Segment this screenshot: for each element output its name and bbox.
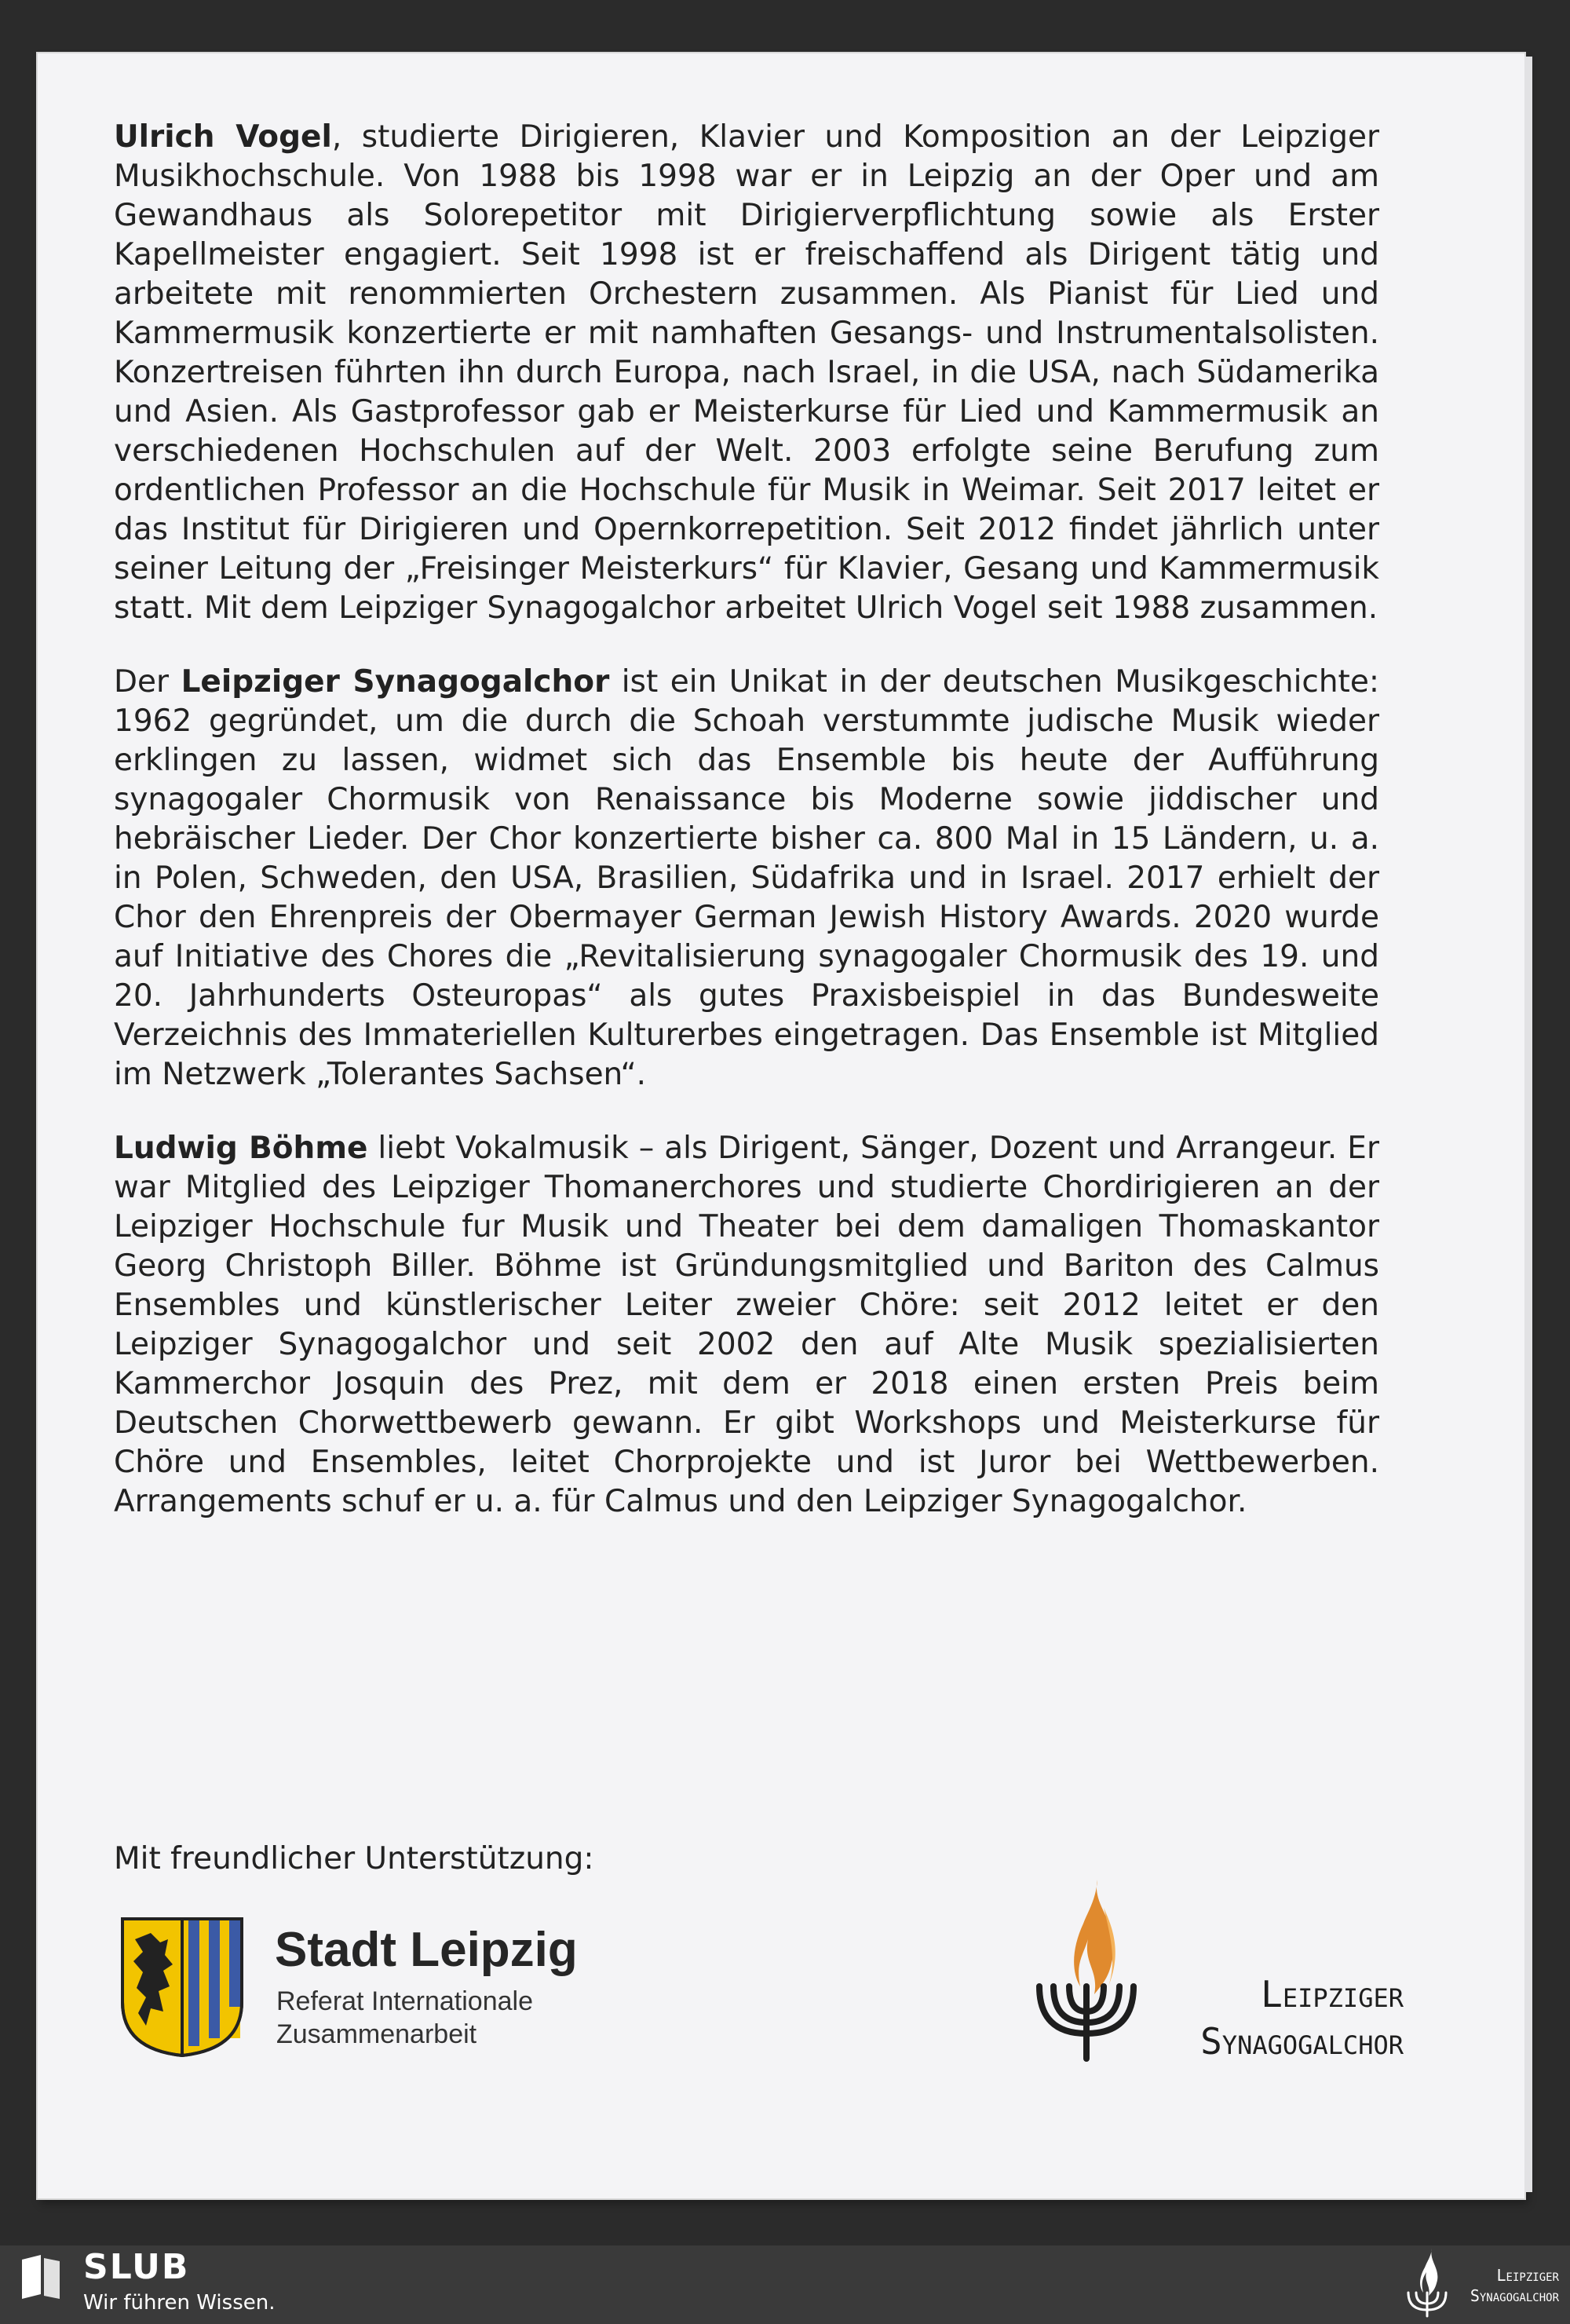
- bio-prefix: Der: [114, 664, 181, 700]
- slub-brand[interactable]: SLUB: [83, 2247, 190, 2287]
- stadt-leipzig-name: Stadt Leipzig: [275, 1923, 578, 1977]
- footer-wordmark-line-1: Leipziger: [1496, 2266, 1559, 2285]
- bio-name: Ulrich Vogel: [114, 119, 332, 155]
- bio-synagogalchor: [114, 663, 1379, 1094]
- bio-text: , studierte Dirigieren, Klavier und Komposition an der Leipziger Musikhochschule. Von 1988 bis 1998 war er in Leipzig an der Oper und am Gewandhaus als Solorepetitor mit Dirigierverpflichtung sowie als Erster Kapellmeister engagiert. Seit 1998 ist er freischaffend als Dirigent tätig und arbeitete mit renommierten Orchestern zusammen. Als Pianist für Lied und Kammermusik konzertierte er mit namhaften Gesangs- und Instrumentalsolisten. Konzertreisen führten ihn durch Europa, nach Israel, in die USA, nach Südamerika und Asien. Als Gastprofessor gab er Meisterkurse für Lied und Kammermusik an verschiedenen Hochschulen auf der Welt. 2003 erfolgte seine Berufung zum ordentlichen Professor an die Hochschule für Musik in Weimar. Seit 2017 leitet er das Institut für Dirigieren und Opernkorrepetition. Seit 2012 findet jährlich unter seiner Leitung der „Freisinger Meisterkurs“ für Klavier, Gesang und Kammermusik statt. Mit dem Leipziger Synagogalchor arbeitet Ulrich Vogel seit 1988 zusammen.: [114, 119, 1379, 626]
- synagogalchor-wordmark: [1137, 1971, 1404, 2065]
- bio-text: liebt Vokalmusik – als Dirigent, Sänger, Dozent und Arrangeur. Er war Mitglied des Leipziger Thomanerchores und studierte Chordirigieren an der Leipziger Hochschule fur Musik und Theater bei dem damaligen Thomaskantor Georg Christoph Biller. Böhme ist Gründungsmitglied und Bariton des Calmus Ensembles und künstlerischer Leiter zweier Chöre: seit 2012 leitet er den Leipziger Synagogalchor und seit 2002 den auf Alte Musik spezialisierten Kammerchor Josquin des Prez, mit dem er 2018 einen ersten Preis beim Deutschen Chorwettbewerb gewann. Er gibt Workshops und Meisterkurse für Chöre und Ensembles, leitet Chorprojekte und ist Juror bei Wettbewerben. Arrangements schuf er u. a. für Calmus und den Leipziger Synagogalchor.: [114, 1131, 1379, 1519]
- footer-menorah-icon: [1405, 2247, 1452, 2318]
- bio-ludwig-boehme: [114, 1129, 1379, 1522]
- slub-book-icon[interactable]: [17, 2253, 64, 2300]
- support-label: Mit freundlicher Unterstützung:: [114, 1841, 594, 1876]
- footer-wordmark-line-2: Synagogalchor: [1470, 2286, 1559, 2305]
- stadt-leipzig-subtitle: [276, 1985, 533, 2051]
- wordmark-line-2: Synagogalchor: [1200, 2020, 1404, 2063]
- leipzig-crest-icon: [119, 1916, 245, 2057]
- bio-ulrich-vogel: [114, 118, 1379, 628]
- menorah-flame-icon: [1036, 1876, 1146, 2065]
- page-content: [114, 118, 1379, 1556]
- footer-wordmark: [1449, 2265, 1559, 2306]
- bio-name: Ludwig Böhme: [114, 1131, 368, 1166]
- stadt-leipzig-logo: [119, 1916, 685, 2065]
- subtitle-line-1: Referat Internationale: [276, 1986, 533, 2016]
- slub-tagline: Wir führen Wissen.: [83, 2291, 276, 2315]
- synagogalchor-logo: [1036, 1876, 1405, 2073]
- bio-text: ist ein Unikat in der deutschen Musikgeschichte: 1962 gegründet, um die durch die Schoah verstummte judische Musik wieder erklingen zu lassen, widmet sich das Ensemble bis heute der Aufführung synagogaler Chormusik von Renaissance bis Moderne sowie jiddischer und hebräischer Lieder. Der Chor konzertierte bisher ca. 800 Mal in 15 Ländern, u. a. in Polen, Schweden, den USA, Brasilien, Südafrika und in Israel. 2017 erhielt der Chor den Ehrenpreis der Obermayer German Jewish History Awards. 2020 wurde auf Initiative des Chores die „Revitalisierung synagogaler Chormusik des 19. und 20. Jahrhunderts Osteuropas“ als gutes Praxisbeispiel in das Bundesweite Verzeichnis des Immateriellen Kulturerbes eingetragen. Das Ensemble ist Mitglied im Netzwerk „Tolerantes Sachsen“.: [114, 664, 1379, 1092]
- wordmark-line-1: Leipziger: [1261, 1973, 1404, 2015]
- subtitle-line-2: Zusammenarbeit: [276, 2019, 477, 2049]
- bio-name: Leipziger Synagogalchor: [181, 664, 610, 700]
